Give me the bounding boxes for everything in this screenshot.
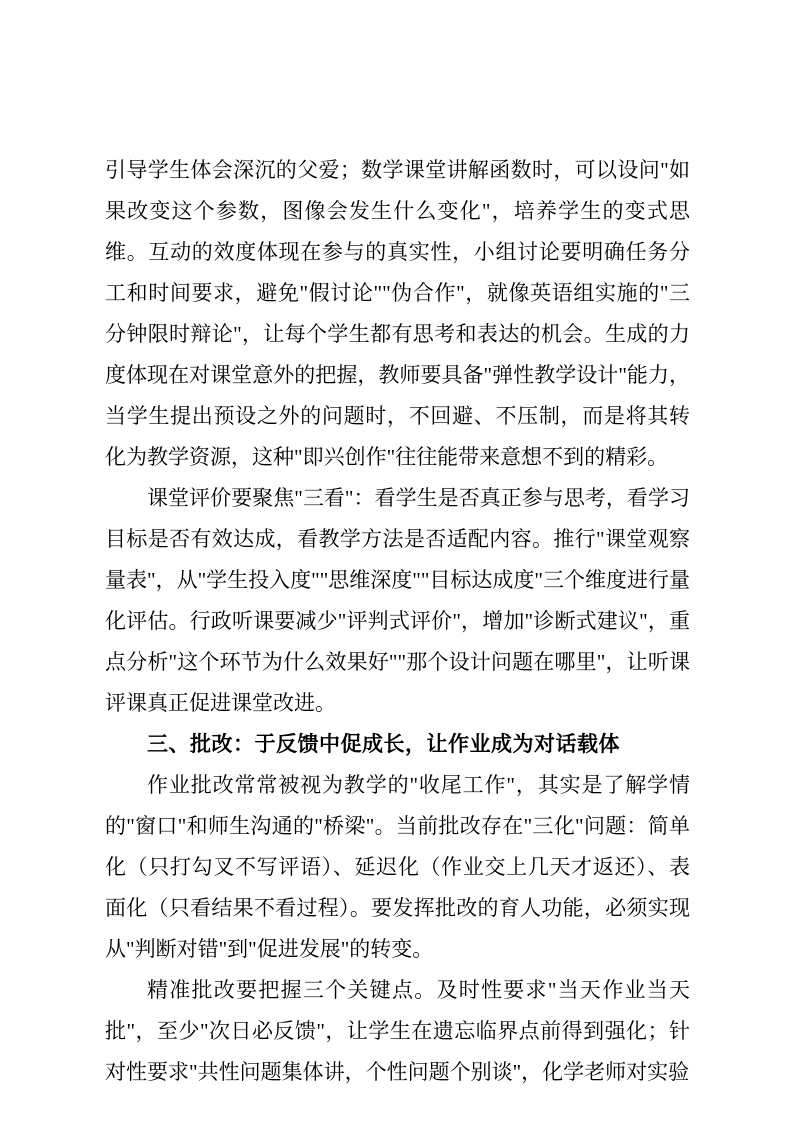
paragraph-continuation: 引导学生体会深沉的父爱；数学课堂讲解函数时，可以设问"如果改变这个参数，图像会发生什么变化"，培养学生的变式思维。互动的效度体现在参与的真实性，小组讨论要明确任务分工和时间要求，避免"假讨论""伪合作"，就像英语组实施的"三分钟限时辩论"，让每个学生都有思考和表达的机会。生成的力度体现在对课堂意外的把握，教师要具备"弹性教学设计"能力，当学生提出预设之外的问题时，不回避、不压制，而是将其转化为教学资源，这种"即兴创作"往往能带来意想不到的精彩。 <box>105 158 690 469</box>
paragraph-precise-correction: 精准批改要把握三个关键点。及时性要求"当天作业当天批"，至少"次日必反馈"，让学生在遗忘临界点前得到强化；针对性要求"共性问题集体讲，个性问题个别谈"，化学老师对实验 <box>105 978 690 1084</box>
paragraph-homework-correction: 作业批改常常被视为教学的"收尾工作"，其实是了解学情的"窗口"和师生沟通的"桥梁"。当前批改存在"三化"问题：简单化（只打勾叉不写评语）、延迟化（作业交上几天才返还）、表面化（只看结果不看过程）。要发挥批改的育人功能，必须实现从"判断对错"到"促进发展"的转变。 <box>105 773 690 961</box>
paragraph-classroom-evaluation: 课堂评价要聚焦"三看"：看学生是否真正参与思考，看学习目标是否有效达成，看教学方法是否适配内容。推行"课堂观察量表"，从"学生投入度""思维深度""目标达成度"三个维度进行量化评估。行政听课要减少"评判式评价"，增加"诊断式建议"，重点分析"这个环节为什么效果好""那个设计问题在哪里"，让听课评课真正促进课堂改进。 <box>105 486 691 715</box>
section-heading-three: 三、批改：于反馈中促成长，让作业成为对话载体 <box>147 733 620 756</box>
